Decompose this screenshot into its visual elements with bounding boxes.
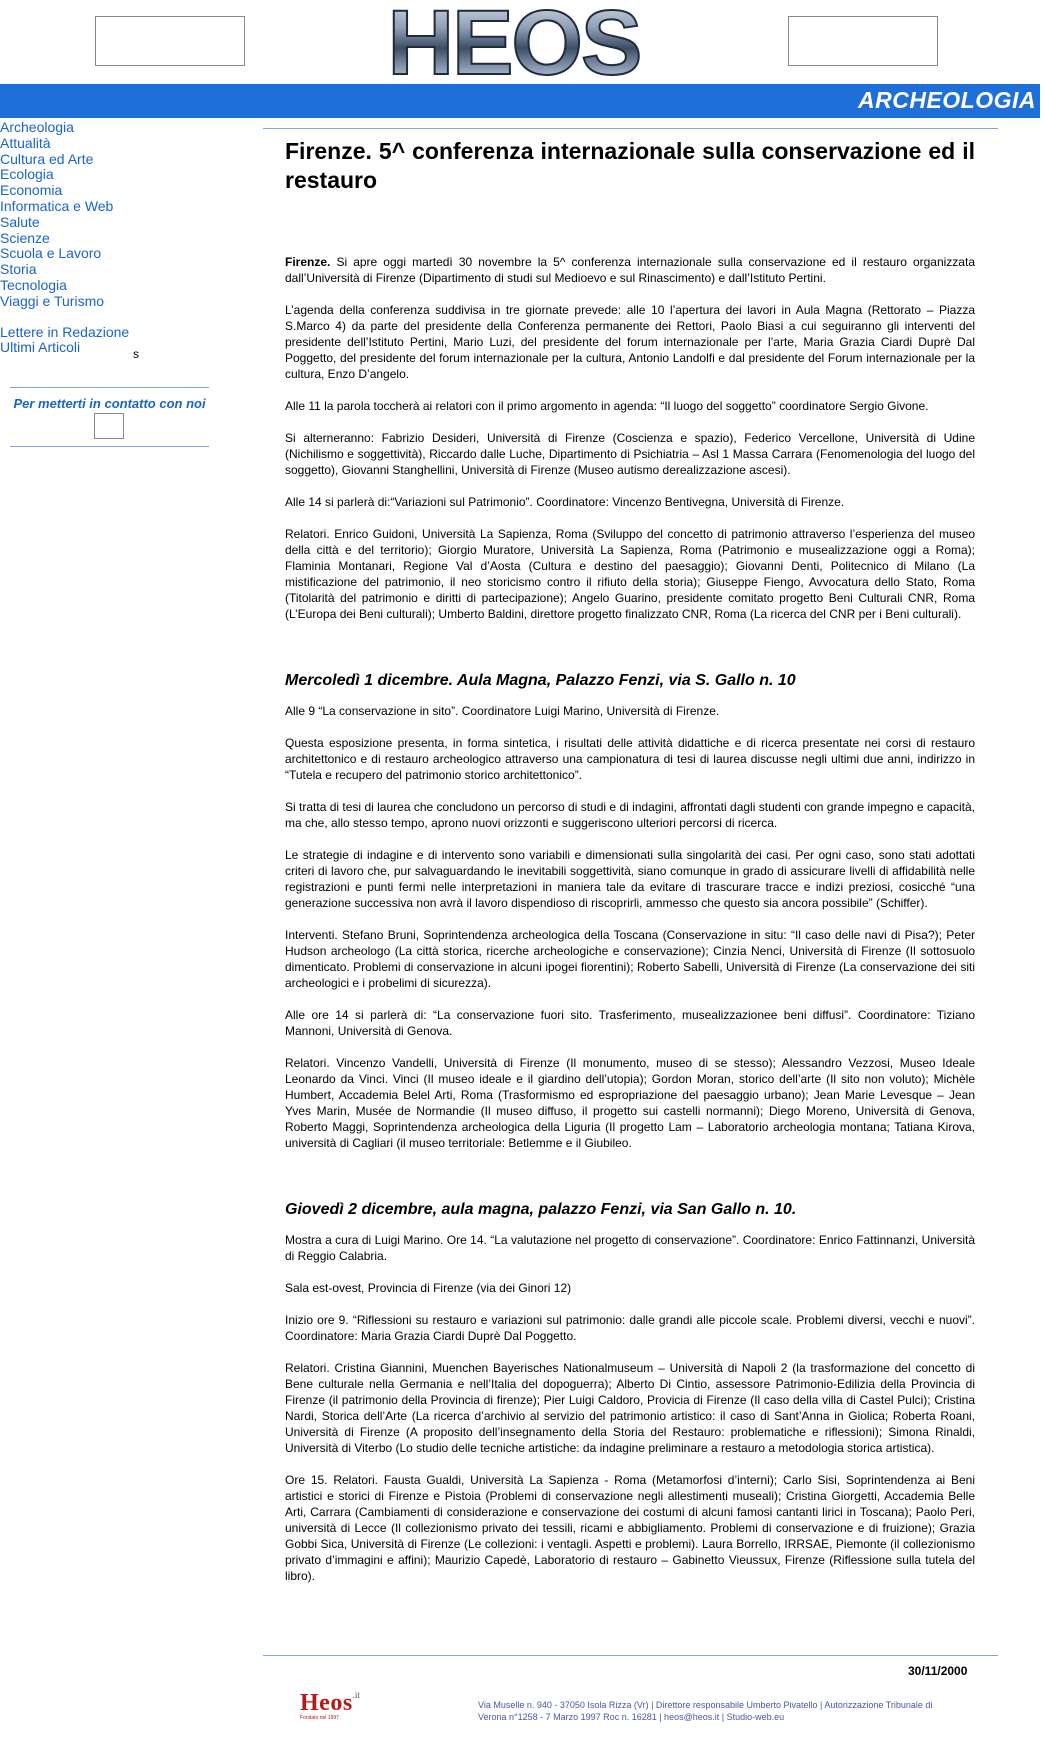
sidebar-item-economia[interactable]: Economia bbox=[0, 182, 63, 199]
sidebar-nav bbox=[0, 120, 220, 356]
article-title: Firenze. 5^ conferenza internazionale sulla conservazione ed il restauro bbox=[285, 138, 975, 193]
article-paragraph: Ore 15. Relatori. Fausta Gualdi, Università La Sapienza - Roma (Metamorfosi d’interni); Carlo Sisi, Soprintendenza ai Beni artistici e storici di Firenze e Pistoia (Problemi di conservazione negli allestimenti museali); Cristina Giorgetti, Accademia Belle Arti, Carrara (Cambiamenti di considerazione e conservazione dei costumi di alcuni famosi cantanti lirici in Toscana); Paolo Peri, università di Lecce (Il collezionismo privato dei tessili, ricami e abbigliamento. Problemi di conservazione e di fruizione); Grazia Gobbi Sica, Università di Firenze (Le collezioni: i ventagli. Aspetti e problemi). Laura Borrello, IRRSAE, Piemonte (il collezionismo privato d’immagini e affini); Maurizio Capedè, Laboratorio di restauro – Gabinetto Vieussux, Firenze (Riflessione sulla tutela del libro). bbox=[285, 1473, 975, 1583]
article-paragraph: Interventi. Stefano Bruni, Soprintendenza archeologica della Toscana (Conservazione in situ: “Il caso delle navi di Pisa?); Peter Hudson archeologo (La città storica, ricerche archeologiche e conservazione); Cinzia Nenci, Università di Firenze (Il sottosuolo dimenticato. Problemi di conservazione in alcuni ipogei fiorentini); Roberto Sabelli, Università di Firenze (La conservazione dei siti archeologici e i probelimi di sicurezza). bbox=[285, 928, 975, 990]
contact-link[interactable]: Per metterti in contatto con noi bbox=[13, 396, 206, 411]
footer-info bbox=[478, 1699, 958, 1723]
heos-logo bbox=[372, 0, 656, 84]
footer-logo bbox=[300, 1690, 360, 1721]
article-bottom-rule bbox=[263, 1655, 998, 1656]
article-paragraph: Si tratta di tesi di laurea che concludono un percorso di studi e di indagini, affrontati dagli studenti con grande impegno e capacità, ma che, allo stesso tempo, aprono nuovi orizzonti e suggeriscono ulteriori percorsi di ricerca. bbox=[285, 800, 975, 830]
sidebar-spacer bbox=[0, 310, 220, 325]
header-left-banner-box bbox=[95, 16, 245, 66]
day-heading-thursday: Giovedì 2 dicembre, aula magna, palazzo Fenzi, via San Gallo n. 10. bbox=[285, 1201, 797, 1218]
footer-info-line: Via Muselle n. 940 - 37050 Isola Rizza (Vr) | Direttore responsabile Umberto Pivatello | Autorizzazione Tribunale di bbox=[478, 1700, 933, 1710]
lead-dateline: Firenze. bbox=[285, 255, 331, 269]
article-paragraph: Relatori. Vincenzo Vandelli, Università di Firenze (Il monumento, museo di se stesso); Alessandro Vezzosi, Museo Ideale Leonardo da Vinci. Vinci (Il museo ideale e il giardino dell’utopia); Gordon Moran, storico dell’arte (Il sito non voluto); Michèle Humbert, Accademia Belel Arti, Roma (Trasformismo ed espropriazione del paesaggio urbano); Jean Marie Levesque – Jean Yves Marin, Musée de Normandie (Il museo diffuso, il progetto sui castelli normanni); Diego Moreno, Università di Genova, Roberto Maggi, Soprintendenza archeologica della Liguria (Il progetto Lam – Laboratorio archeologia montana; Tatiana Kirova, università di Cagliari (il museo territoriale: Betlemme e il Giubileo. bbox=[285, 1056, 975, 1150]
article-paragraph: Alle 9 “La conservazione in sito”. Coordinatore Luigi Marino, Università di Firenze. bbox=[285, 704, 720, 718]
article-paragraph: Mostra a cura di Luigi Marino. Ore 14. “La valutazione nel progetto di conservazione”. Coordinatore: Enrico Fattinnanzi, Università di Reggio Calabria. bbox=[285, 1233, 975, 1263]
sidebar-item-lettere-in-redazione[interactable]: Lettere in Redazione bbox=[0, 323, 130, 340]
sidebar-divider-top bbox=[10, 387, 209, 388]
article-paragraph: Alle ore 14 si parlerà di: “La conservazione fuori sito. Trasferimento, musealizzazionee beni diffusi”. Coordinatore: Tiziano Mannoni, Università di Genova. bbox=[285, 1008, 975, 1038]
header-right-banner-box bbox=[788, 16, 938, 66]
sidebar-divider-bottom bbox=[10, 446, 209, 447]
footer-logo-text: Heos bbox=[300, 1690, 353, 1716]
article-paragraph: Inizio ore 9. “Riflessioni su restauro e variazioni sul patrimonio: dalle grandi alle piccole scale. Problemi diversi, vecchi e nuovi”. Coordinatore: Maria Grazia Ciardi Duprè Dal Poggetto. bbox=[285, 1313, 975, 1343]
sidebar-item-viaggi-e-turismo[interactable]: Viaggi e Turismo bbox=[0, 292, 105, 309]
heos-logo-text: HEOS bbox=[387, 0, 641, 84]
sidebar-item-informatica-e-web[interactable]: Informatica e Web bbox=[0, 197, 114, 214]
sidebar-item-scuola-e-lavoro[interactable]: Scuola e Lavoro bbox=[0, 245, 102, 262]
footer-logo-suffix: .it bbox=[352, 1690, 360, 1700]
article-paragraph: Relatori. Cristina Giannini, Muenchen Bayerisches Nationalmuseum – Università di Napoli 2 (la trasformazione del concetto di Bene culturale nella Germania e nell’Italia del dopoguerra); Alberto Di Cintio, assessore Patrimonio-Edilizia della Provincia di Firenze (il patrimonio della Provincia di firenze); Pier Luigi Caldoro, Provicia di Firenze (Il caso della villa di Castel Pulci); Cristina Nardi, Storica dell’Arte (La ricerca d’archivio al servizio del patrimonio artistico: il caso di Sant’Anna in Giolica; Roberta Roani, Università di Firenze (A proposito dell’insegnamento della Storia del Restauro: problematiche e riflessioni); Simona Rinaldi, Università di Viterbo (Lo studio delle tecniche artistiche: da indagine preliminare a restauro a metodologia storica artistica). bbox=[285, 1361, 975, 1455]
stray-text: s bbox=[133, 347, 139, 361]
sidebar-item-cultura-ed-arte[interactable]: Cultura ed Arte bbox=[0, 150, 94, 167]
day-heading-wednesday: Mercoledì 1 dicembre. Aula Magna, Palazzo Fenzi, via S. Gallo n. 10 bbox=[285, 672, 796, 689]
article-paragraph: L’agenda della conferenza suddivisa in tre giornate prevede: alle 10 l’apertura dei lavori in Aula Magna (Rettorato – Piazza S.Marco 4) da parte del presidente della Conferenza permanente dei Rettori, Paolo Biasi a cui seguiranno gli interventi del presidente dell’Istituto Pertini, Mario Luzi, del presidente del forum internazionale per l’arte, Maria Grazia Ciardi Duprè Dal Poggetto, del presidente del forum internazionale per la cultura, Antonio Landolfi e dal presidente del Forum internazionale per la cultura, Enzo D’angelo. bbox=[285, 303, 975, 381]
article-lead bbox=[285, 254, 975, 286]
contact-button-box[interactable] bbox=[94, 413, 124, 439]
article-paragraph: Si alterneranno: Fabrizio Desideri, Università di Firenze (Coscienza e spazio), Federico Vercellone, Università di Udine (Nichilismo e soggettività), Riccardo dalle Luche, Dipartimento di Psichiatria – Asl 1 Massa Carrara (Fenomenologia del luogo del soggetto), Giovanni Stanghellini, Università di Firenze (Museo autismo derealizzazione ascesi). bbox=[285, 431, 975, 477]
lead-text: Si apre oggi martedì 30 novembre la 5^ conferenza internazionale sulla conservazione ed il restauro organizzata dall’Università di Firenze (Dipartimento di studi sul Medioevo e sul Rinascimento) e dall’Istituto Pertini. bbox=[285, 255, 975, 285]
footer-info-line: Verona n°1258 - 7 Marzo 1997 Roc n. 16281 | heos@heos.it | Studio-web.eu bbox=[478, 1712, 785, 1722]
article-paragraph: Relatori. Enrico Guidoni, Università La Sapienza, Roma (Sviluppo del concetto di patrimonio attraverso l’esperienza del museo della città e del territorio); Giorgio Muratore, Università La Sapienza, Roma (Patrimonio e musealizzazione oggi a Roma); Flaminia Montanari, Regione Val d’Aosta (Cultura e destino del paesaggio); Giovanni Denti, Politecnico di Milano (La mistificazione del patrimonio, il neo storicismo contro il rifiuto della storia); Giuseppe Fiengo, Avvocatura dello Stato, Roma (Titolarità del patrimonio e diritti di partecipazione); Angelo Guarino, presidente comitato progetto Beni Culturali CNR, Roma (L’Europa dei Beni culturali); Umberto Baldini, direttore progetto finalizzato CNR, Roma (La ricerca del CNR per i Beni culturali). bbox=[285, 527, 975, 621]
section-title: ARCHEOLOGIA bbox=[858, 87, 1036, 113]
article-paragraph: Alle 14 si parlerà di:“Variazioni sul Patrimonio”. Coordinatore: Vincenzo Bentivegna, Università di Firenze. bbox=[285, 495, 845, 509]
footer-logo-tagline: Fondato nel 1997 bbox=[300, 1715, 339, 1721]
sidebar-item-tecnologia[interactable]: Tecnologia bbox=[0, 276, 67, 293]
article-paragraph: Alle 11 la parola toccherà ai relatori con il primo argomento in agenda: “Il luogo del soggetto” coordinatore Sergio Givone. bbox=[285, 399, 929, 413]
article-paragraph: Questa esposizione presenta, in forma sintetica, i risultati delle attività didattiche e di ricerca presentate nei corsi di restauro architettonico e di restauro archeologico attraverso una campionatura di tesi di laurea discusse negli ultimi due anni, indirizzo in “Tutela e recupero del patrimonio storico architettonico”. bbox=[285, 736, 975, 782]
sidebar-item-attualita[interactable]: Attualità bbox=[0, 134, 51, 151]
article-paragraph: Sala est-ovest, Provincia di Firenze (via dei Ginori 12) bbox=[285, 1281, 572, 1295]
article-top-rule bbox=[263, 128, 998, 129]
sidebar-item-salute[interactable]: Salute bbox=[0, 213, 40, 230]
article bbox=[285, 137, 975, 1600]
article-date: 30/11/2000 bbox=[908, 1664, 968, 1678]
sidebar-item-scienze[interactable]: Scienze bbox=[0, 229, 50, 246]
sidebar-item-ultimi-articoli[interactable]: Ultimi Articoli bbox=[0, 339, 81, 356]
article-paragraph: Le strategie di indagine e di intervento sono variabili e dimensionati sulla singolarità dei casi. Per ogni caso, sono stati adottati criteri di lavoro che, pur salvaguardando le inevitabili soggettività, siano comunque in grado di assicurare livelli di affidabilità nelle registrazioni e punti fermi nelle interpretazioni in maniera tale da evitare di trascurare tracce e indizi preziosi, cosicché “una generazione successiva non avrà il lavoro dispendioso di riscoprirli, ammesso che questo sia ancora possibile” (Schiffer). bbox=[285, 848, 975, 910]
sidebar-item-storia[interactable]: Storia bbox=[0, 261, 37, 278]
section-bar bbox=[0, 84, 1040, 118]
sidebar-item-ecologia[interactable]: Ecologia bbox=[0, 166, 54, 183]
sidebar-item-archeologia[interactable]: Archeologia bbox=[0, 119, 74, 135]
